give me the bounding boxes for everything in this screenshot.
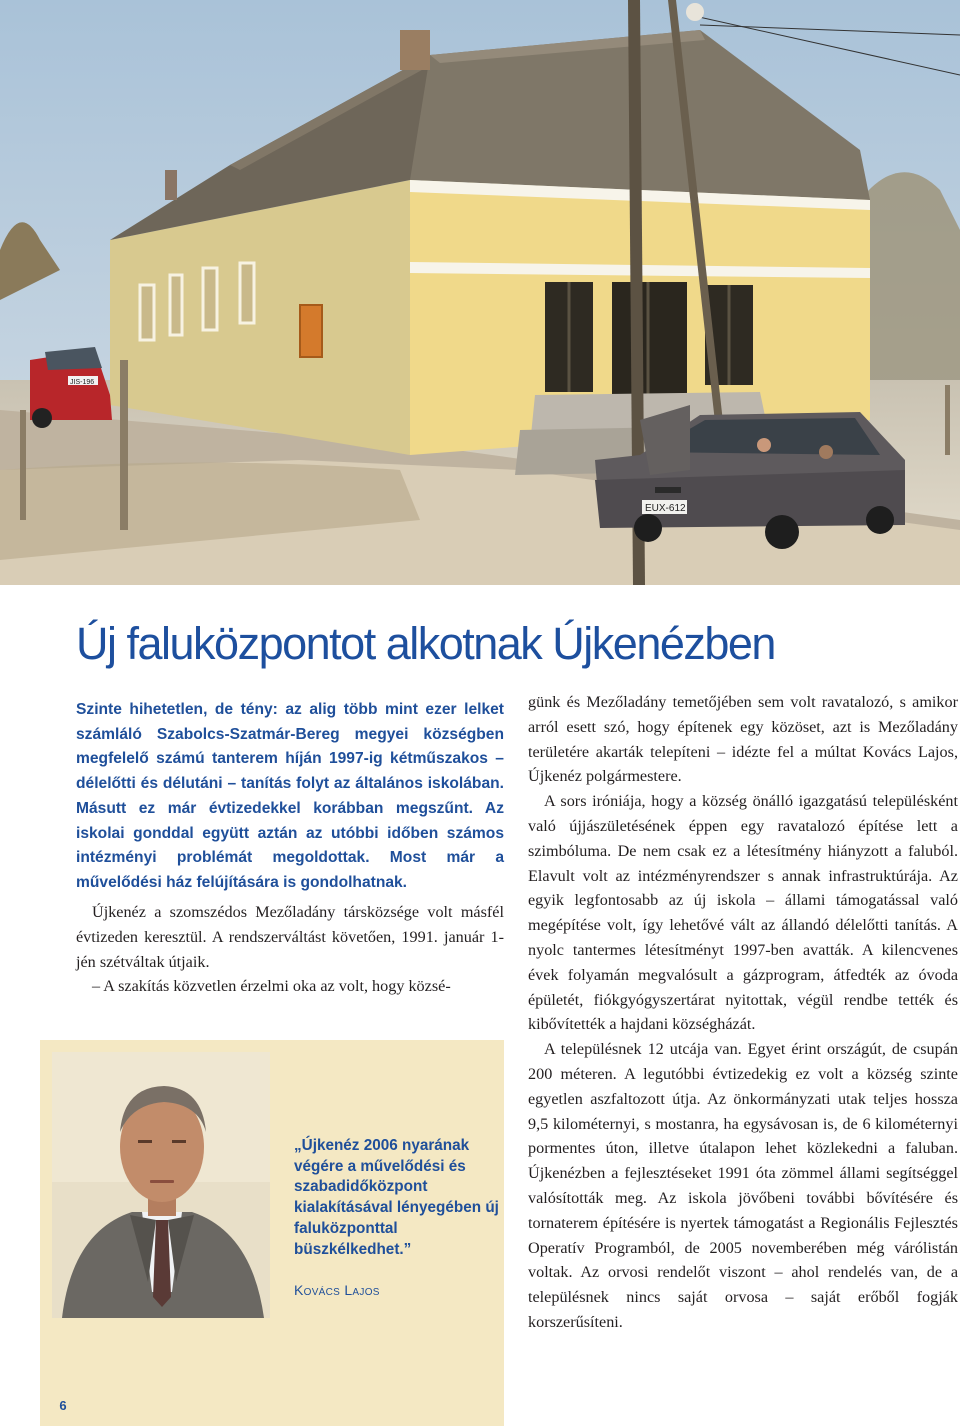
- body-paragraph: – A szakítás közvetlen érzelmi oka az volt, hogy közsé-: [92, 977, 451, 996]
- article-title: Új faluközpontot alkotnak Újkenézben: [76, 618, 775, 669]
- body-column-left: [76, 900, 504, 999]
- body-paragraph: A településnek 12 utcája van. Egyet érint országút, de csupán 200 méteren. A legutóbbi évtizedekig ez volt a község szinte egyetlen aszfaltozott útja. Az önkormányzati utak teljes hossza 9,5 kilométernyi, s mostanra, ha egysávosan is, de 6 kilométernyi pormentes úton, illetve útalapon lehet közlekedni a faluban. Újkenézben a fejlesztéseket 1991 óta zömmel állami segítséggel valósították meg. Az iskola jövőbeni további bővítésére és tornaterem építésére is nyertek támogatást a Regionális Fejlesztés Operatív Programból, de 2005 novemberében még várólistán voltak. Az orvosi rendelőt viszont – ahol rendelés van, de a településnek nincs saját orvosa – saját erőből fogják korszerűsíteni.: [528, 1040, 958, 1331]
- body-paragraph: A sors iróniája, hogy a község önálló igazgatású településként való újjászületésének éppen egy ravatalozó építése lett a szimbóluma. De nem csak ez a létesítmény hiányzott a faluból. Elavult volt az intézményrendszer s annak infrastruktúrája. Az egyik legfontosabb az új iskola – állami támogatással való megépítése volt, így lehetővé vált az állandó délelőtti tanítás. A nyolc tantermes létesítményt 1997-ben avatták. A kilencvenes évek folyamán megvalósult a gázprogram, átfedték az óvoda épületét, fiókgyógyszertárat nyitottak, végül rendbe tették és kibővítették a hajdani községházát.: [528, 792, 958, 1034]
- quote-author: Kovács Lajos: [294, 1282, 380, 1298]
- body-paragraph: günk és Mezőladány temetőjében sem volt ravatalozó, s amikor arról esett szó, hogy építenek egy közöset, azt is Mezőladány területére akarták telepíteni – idézte fel a múltat Kovács Lajos, Újkenéz polgármestere.: [528, 693, 958, 786]
- red-car-plate: JIS-196: [70, 379, 95, 386]
- pull-quote: „Újkenéz 2006 nyarának végére a művelődési és szabadidőközpont kialakításával lényegében új faluközponttal büszkélkedhet.”: [294, 1137, 499, 1258]
- body-column-right: [528, 690, 958, 1335]
- lead-paragraph: Szinte hihetetlen, de tény: az alig több mint ezer lelket számláló Szabolcs-Szatmár-Bereg megyei községben megfelelő számú tanterem híján 1997-ig kétműszakos – délelőtti és délutáni – tanítás folyt az általános iskolában. Másutt ez már évtizedekkel korábban megszűnt. Az iskolai gonddal együtt aztán az utóbbi időben számos intézményi problémát megoldottak. Most már a művelődési ház felújítására is gondolhatnak.: [76, 701, 504, 891]
- building-photo: [0, 0, 960, 585]
- body-paragraph: Újkenéz a szomszédos Mezőladány társközsége volt másfél évtizeden keresztül. A rendszerváltást követően, 1991. január 1-jén szétváltak útjaik.: [76, 903, 504, 971]
- page-number-tab: [48, 1390, 78, 1426]
- page-number: 6: [59, 1398, 67, 1413]
- audi-plate: EUX-612: [645, 503, 686, 514]
- portrait-photo: [52, 1052, 270, 1318]
